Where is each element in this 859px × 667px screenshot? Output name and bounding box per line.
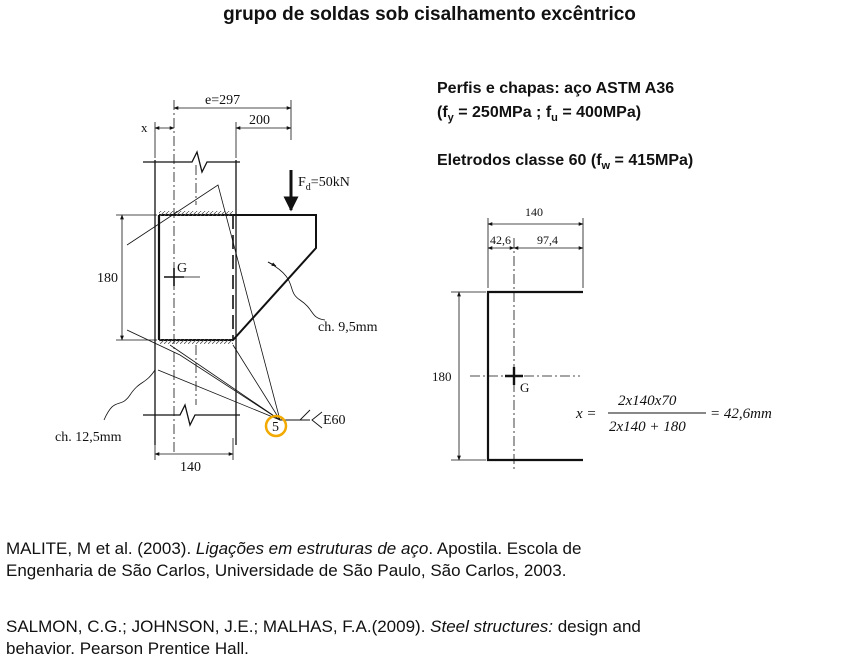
weld-leader-a bbox=[127, 185, 280, 420]
plate-thickness-arrowhead bbox=[268, 262, 276, 266]
r-dim-42-label: 42,6 bbox=[490, 233, 511, 247]
ref1-title: Ligações em estruturas de aço bbox=[195, 539, 429, 558]
bottom-weld bbox=[159, 339, 233, 344]
column-break-top bbox=[143, 152, 240, 172]
top-weld bbox=[159, 211, 233, 216]
weld-symbol-fillet bbox=[300, 410, 310, 420]
centroid-label-right: G bbox=[520, 380, 530, 395]
ref2-authors: SALMON, C.G.; JOHNSON, J.E.; MALHAS, F.A.(2009). bbox=[6, 617, 431, 636]
r-dim-180-label: 180 bbox=[432, 369, 452, 384]
electrode-spec-suffix: = 415MPa) bbox=[610, 152, 694, 169]
steel-spec-prefix: (f bbox=[437, 104, 448, 121]
load-label-suffix: =50kN bbox=[310, 175, 350, 190]
dim-200-label: 200 bbox=[249, 113, 270, 128]
steel-spec-line1: Perfis e chapas: aço ASTM A36 bbox=[437, 80, 675, 97]
plate-thickness-label: ch. 9,5mm bbox=[318, 320, 378, 335]
ref1-rest: . Apostila. Escola de bbox=[428, 539, 582, 558]
formula-rhs: = 42,6mm bbox=[710, 406, 772, 422]
reference-2-line1 bbox=[6, 616, 641, 638]
steel-spec-mid: = 250MPa ; f bbox=[453, 104, 552, 121]
reference-1-line1 bbox=[6, 538, 581, 560]
electrode-label: E60 bbox=[323, 413, 346, 428]
dim-140-label: 140 bbox=[180, 460, 201, 475]
column-thickness-label: ch. 12,5mm bbox=[55, 430, 122, 445]
fw-subscript: w bbox=[601, 160, 611, 173]
fy-subscript: y bbox=[447, 112, 454, 125]
weld-leader-e bbox=[158, 370, 280, 420]
dim-180-label: 180 bbox=[97, 271, 118, 286]
ref2-rest: design and bbox=[552, 617, 641, 636]
load-label-prefix: F bbox=[298, 175, 306, 190]
column-thickness-leader bbox=[104, 370, 155, 420]
formula-numerator: 2x140x70 bbox=[618, 393, 677, 409]
load-label bbox=[298, 175, 350, 193]
r-dim-97-label: 97,4 bbox=[537, 233, 558, 247]
load-label-sub: d bbox=[305, 182, 311, 193]
weld-symbol-tail bbox=[312, 412, 322, 428]
dim-e-label: e=297 bbox=[205, 93, 241, 108]
reference-1-line2: Engenharia de São Carlos, Universidade de São Paulo, São Carlos, 2003. bbox=[6, 561, 567, 580]
column-break-bottom bbox=[143, 405, 240, 425]
centroid-label-left: G bbox=[177, 261, 188, 276]
r-dim-140-label: 140 bbox=[525, 205, 543, 219]
slide-title: grupo de soldas sob cisalhamento excêntrico bbox=[223, 4, 636, 25]
ref2-title: Steel structures: bbox=[430, 617, 553, 636]
weld-leader-d bbox=[233, 345, 280, 420]
ref1-authors: MALITE, M et al. (2003). bbox=[6, 539, 196, 558]
steel-spec-suffix: = 400MPa) bbox=[557, 104, 642, 121]
electrode-spec-prefix: Eletrodos classe 60 (f bbox=[437, 152, 602, 169]
weld-size-label: 5 bbox=[272, 420, 279, 435]
formula-lhs: x = bbox=[576, 406, 597, 422]
dim-x-label: x bbox=[141, 120, 148, 135]
fu-subscript: u bbox=[551, 112, 558, 125]
reference-2-line2: behavior. Pearson Prentice Hall. bbox=[6, 639, 249, 658]
left-connection-drawing bbox=[104, 100, 325, 460]
formula-denominator: 2x140 + 180 bbox=[609, 419, 686, 435]
